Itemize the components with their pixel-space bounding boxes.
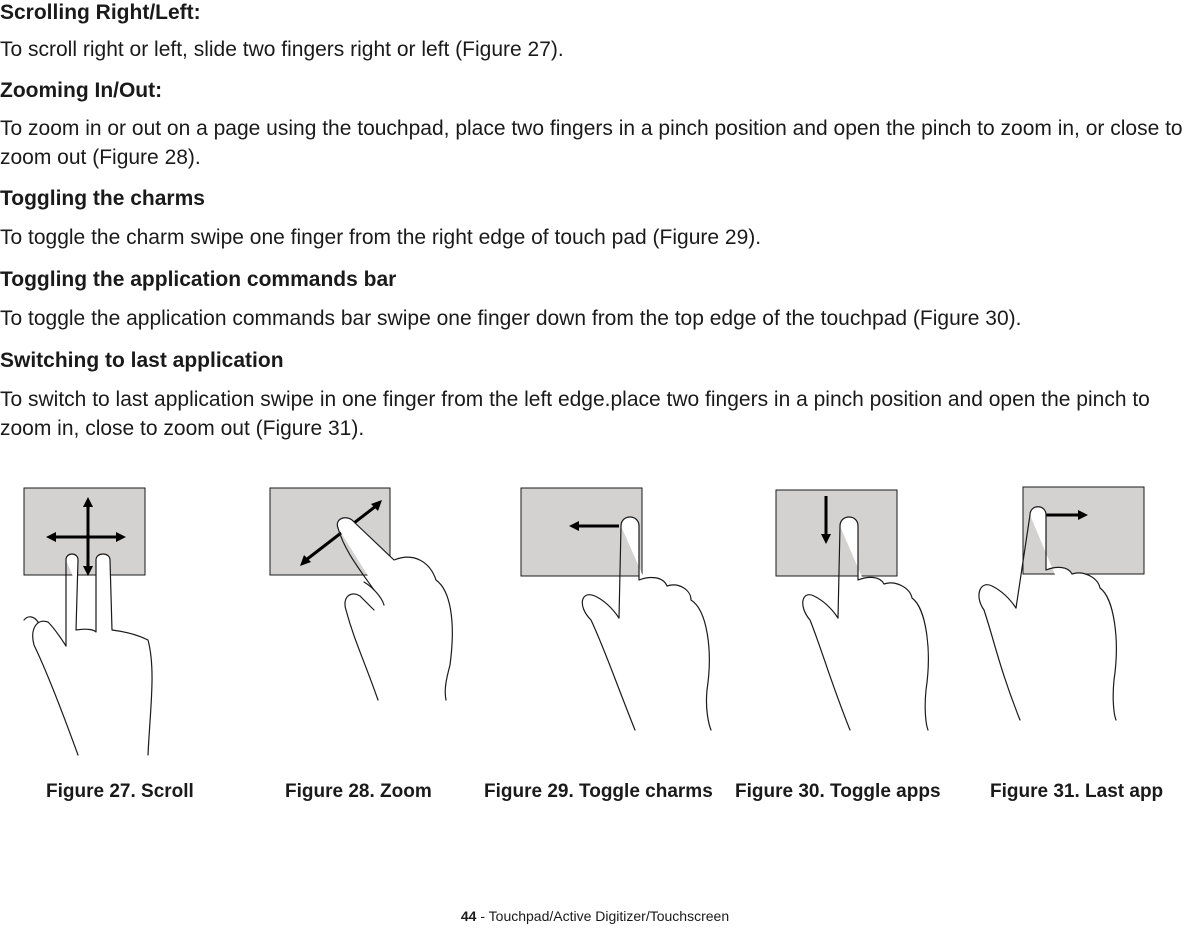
caption-figure-28: Figure 28. Zoom [285,781,432,802]
two-finger-scroll-gesture-icon [18,480,258,750]
heading-last-app: Switching to last application [0,349,284,372]
figure-toggle-apps [770,480,1010,750]
pinch-zoom-gesture-icon [264,480,504,750]
swipe-left-gesture-icon [515,480,755,750]
heading-zooming: Zooming In/Out: [0,79,163,102]
page-number: 44 [460,908,477,924]
caption-figure-27: Figure 27. Scroll [46,781,194,802]
caption-figure-29: Figure 29. Toggle charms [484,781,713,802]
caption-figure-31: Figure 31. Last app [990,781,1164,802]
paragraph-app-commands: To toggle the application commands bar swipe one finger down from the top edge of the touchpad (Figure 30). [0,307,1022,330]
caption-figure-30: Figure 30. Toggle apps [735,781,941,802]
footer-separator: - [476,908,489,924]
paragraph-charms: To toggle the charm swipe one finger from the right edge of touch pad (Figure 29). [0,226,762,249]
footer-section-title: Touchpad/Active Digitizer/Touchscreen [488,908,730,924]
heading-scrolling: Scrolling Right/Left: [0,1,201,24]
figure-toggle-charms [515,480,755,750]
paragraph-zooming: To zoom in or out on a page using the touchpad, place two fingers in a pinch position and open the pinch to zoom in, or close to zoom out (Figure 28). [0,117,1183,169]
swipe-down-gesture-icon [770,480,1010,750]
figure-last-app [980,480,1190,750]
paragraph-scrolling: To scroll right or left, slide two fingers right or left (Figure 27). [0,38,564,61]
paragraph-last-app: To switch to last application swipe in one finger from the left edge.place two fingers in a pinch position and open the pinch to zoom in, close to zoom out (Figure 31). [0,388,1150,440]
figure-scroll [18,480,258,750]
heading-app-commands: Toggling the application commands bar [0,268,397,291]
figure-zoom [264,480,504,750]
page-footer [0,907,1190,925]
swipe-right-gesture-icon [980,480,1190,750]
heading-charms: Toggling the charms [0,187,205,210]
